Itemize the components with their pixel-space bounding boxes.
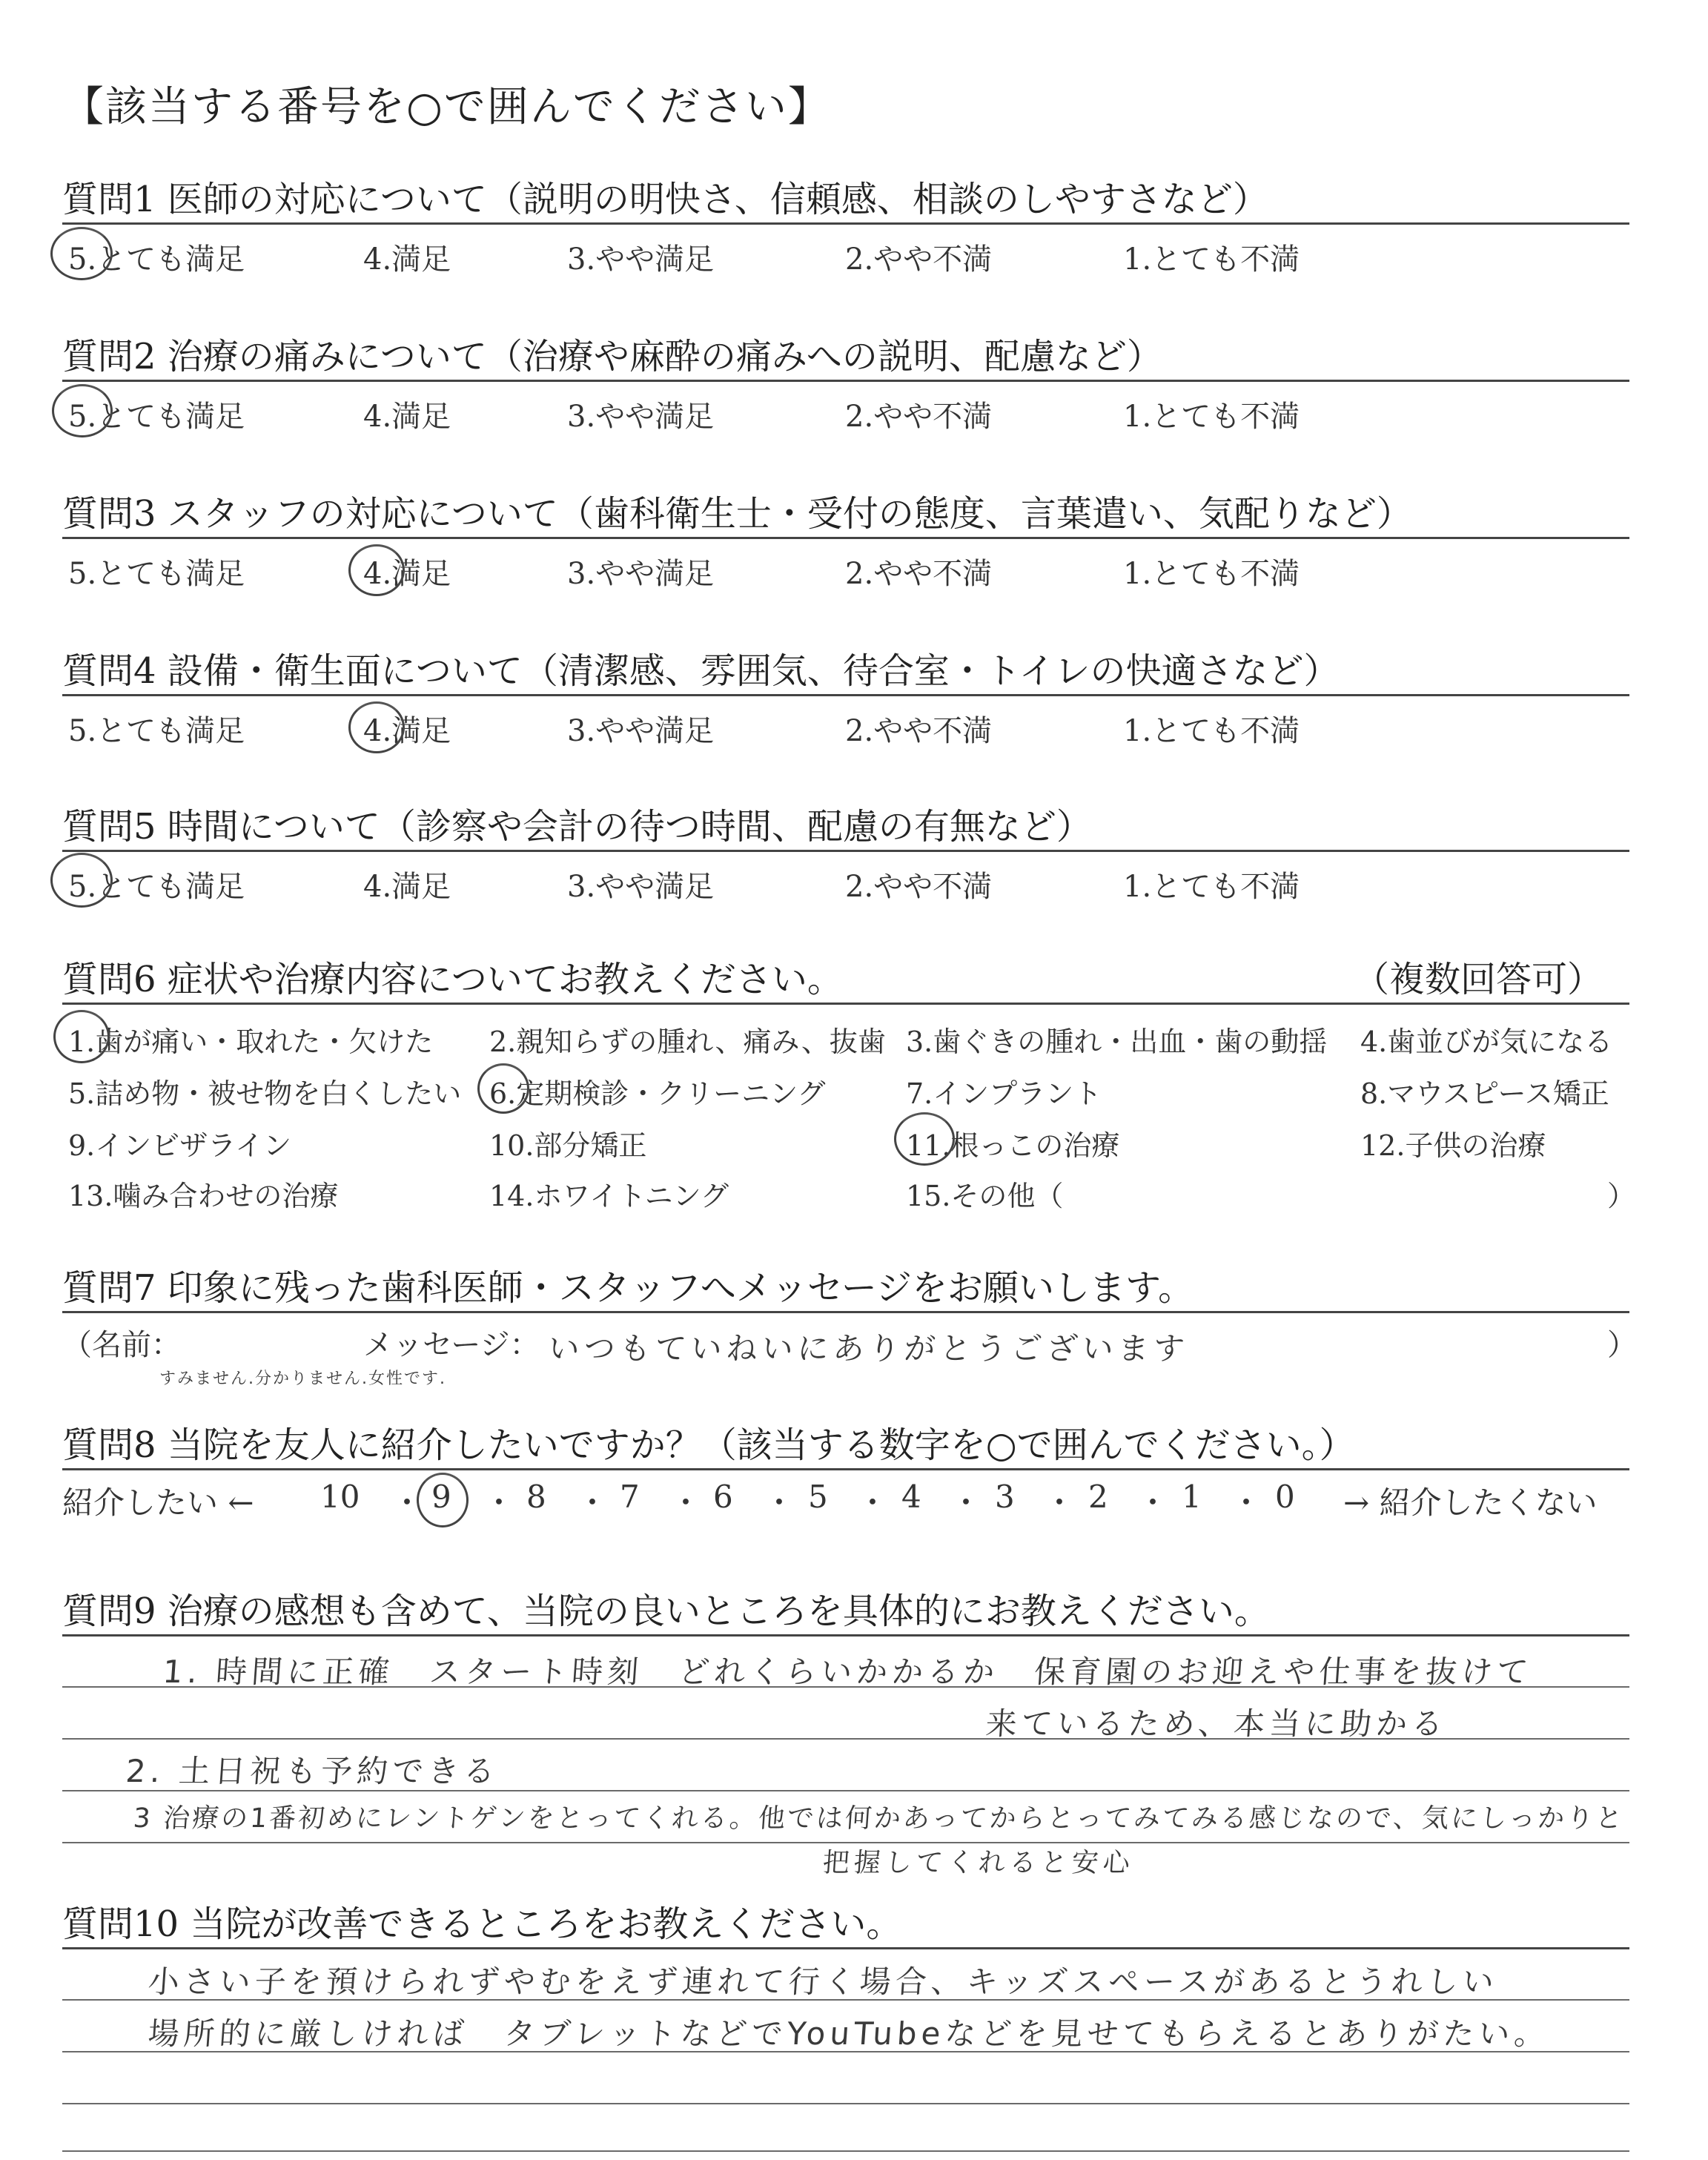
q4-option-5[interactable]: 5.とても満足 bbox=[68, 714, 245, 748]
q3-option-4[interactable]: 4.満足 bbox=[363, 557, 451, 591]
q6-option-9[interactable]: 9.インビザライン bbox=[68, 1129, 292, 1162]
q6-option-1[interactable]: 1.歯が痛い・取れた・欠けた bbox=[68, 1025, 434, 1058]
q1-option-4[interactable]: 4.満足 bbox=[363, 242, 451, 277]
q6-option-5[interactable]: 5.詰め物・被せ物を白くしたい bbox=[68, 1077, 462, 1110]
q10-answer-line-1[interactable]: 小さい子を預けられずやむをえず連れて行く場合、キッズスペースがあるとうれしい bbox=[147, 1964, 1500, 2000]
q10-answer-line bbox=[62, 2103, 1629, 2104]
q8-dot: ・ bbox=[950, 1484, 982, 1521]
q8-scale-2[interactable]: 2 bbox=[1088, 1479, 1108, 1515]
q3-option-3[interactable]: 3.やや満足 bbox=[567, 557, 715, 591]
q1-title: 質問1 医師の対応について（説明の明快さ、信頼感、相談のしやすさなど） bbox=[62, 179, 1268, 220]
q2-option-2[interactable]: 2.やや不満 bbox=[845, 400, 993, 434]
q6-option-4[interactable]: 4.歯並びが気になる bbox=[1360, 1025, 1613, 1058]
q5-option-2[interactable]: 2.やや不満 bbox=[845, 870, 993, 904]
q7-message-text[interactable]: いつもていねいにありがとうございます bbox=[547, 1330, 1191, 1367]
q10-answer-line-2[interactable]: 場所的に厳しければ タブレットなどでYouTubeなどを見せてもらえるとありがたい。 bbox=[147, 2015, 1552, 2052]
q4-option-3[interactable]: 3.やや満足 bbox=[567, 714, 715, 748]
q8-dot: ・ bbox=[857, 1484, 889, 1521]
q2-title: 質問2 治療の痛みについて（治療や麻酔の痛みへの説明、配慮など） bbox=[62, 336, 1162, 377]
q6-option-10[interactable]: 10.部分矯正 bbox=[489, 1129, 647, 1162]
q6-option-13[interactable]: 13.噛み合わせの治療 bbox=[68, 1180, 339, 1212]
q3-selected-circle bbox=[348, 544, 405, 596]
q6-option-3[interactable]: 3.歯ぐきの腫れ・出血・歯の動揺 bbox=[906, 1025, 1328, 1058]
q6-multi-answer-note: （複数回答可） bbox=[1354, 959, 1603, 1000]
q8-right-label: → 紹介したくない bbox=[1343, 1484, 1598, 1521]
q6-title: 質問6 症状や治療内容についてお教えください。 bbox=[62, 959, 843, 1000]
q5-rule bbox=[62, 850, 1629, 852]
q1-option-3[interactable]: 3.やや満足 bbox=[567, 242, 715, 277]
q1-rule bbox=[62, 222, 1629, 225]
q6-option-8[interactable]: 8.マウスピース矯正 bbox=[1360, 1077, 1609, 1110]
q7-rule bbox=[62, 1311, 1629, 1313]
q8-dot: ・ bbox=[764, 1484, 795, 1521]
q6-option-14[interactable]: 14.ホワイトニング bbox=[489, 1180, 729, 1212]
page-title: 【該当する番号を○で囲んでください】 bbox=[62, 83, 831, 131]
q7-name-note[interactable]: すみません.分かりません.女性です. bbox=[159, 1370, 446, 1388]
q1-option-5[interactable]: 5.とても満足 bbox=[68, 242, 245, 277]
q8-scale-3[interactable]: 3 bbox=[995, 1479, 1015, 1515]
q3-option-1[interactable]: 1.とても不満 bbox=[1123, 557, 1300, 591]
q8-left-label: 紹介したい ← bbox=[62, 1484, 254, 1521]
q6-option-12[interactable]: 12.子供の治療 bbox=[1360, 1129, 1546, 1162]
q1-option-1[interactable]: 1.とても不満 bbox=[1123, 242, 1300, 277]
q6-rule bbox=[62, 1003, 1629, 1005]
q8-dot: ・ bbox=[1044, 1484, 1076, 1521]
q6-option-15[interactable]: 15.その他（ bbox=[906, 1180, 1064, 1212]
q7-message-label: メッセージ： bbox=[363, 1328, 540, 1362]
q9-answer-line-5[interactable]: 把握してくれると安心 bbox=[821, 1848, 1136, 1878]
q8-scale-7[interactable]: 7 bbox=[620, 1479, 640, 1515]
q6-option-7[interactable]: 7.インプラント bbox=[906, 1077, 1102, 1110]
q3-rule bbox=[62, 537, 1629, 539]
q8-dot: ・ bbox=[670, 1484, 702, 1521]
q6-selected-circle-6 bbox=[477, 1063, 529, 1114]
q2-rule bbox=[62, 380, 1629, 382]
q9-title: 質問9 治療の感想も含めて、当院の良いところを具体的にお教えください。 bbox=[62, 1591, 1270, 1632]
q9-answer-line-1[interactable]: 1. 時間に正確 スタート時刻 どれくらいかかるか 保育園のお迎えや仕事を抜けて bbox=[162, 1654, 1534, 1690]
q2-option-1[interactable]: 1.とても不満 bbox=[1123, 400, 1300, 434]
q6-other-close: ） bbox=[1607, 1180, 1636, 1212]
q8-dot: ・ bbox=[483, 1484, 515, 1521]
q10-title: 質問10 当院が改善できるところをお教えください。 bbox=[62, 1903, 902, 1945]
q6-selected-circle-1 bbox=[53, 1010, 110, 1063]
q8-dot: ・ bbox=[391, 1484, 423, 1521]
q8-scale-6[interactable]: 6 bbox=[713, 1479, 733, 1515]
q7-close: ） bbox=[1607, 1328, 1637, 1362]
q5-selected-circle bbox=[50, 853, 113, 908]
q6-option-11[interactable]: 11.根っこの治療 bbox=[906, 1129, 1120, 1162]
q10-rule bbox=[62, 1947, 1629, 1949]
q4-selected-circle bbox=[348, 701, 405, 753]
q8-scale-4[interactable]: 4 bbox=[901, 1479, 921, 1515]
q9-answer-line-4[interactable]: 3 治療の1番初めにレントゲンをとってくれる。他では何かあってからとってみてみる感じなので、気にしっかりと bbox=[132, 1803, 1626, 1834]
q3-title: 質問3 スタッフの対応について（歯科衛生士・受付の態度、言葉遣い、気配りなど） bbox=[62, 493, 1412, 535]
q3-option-5[interactable]: 5.とても満足 bbox=[68, 557, 245, 591]
q8-scale-5[interactable]: 5 bbox=[808, 1479, 828, 1515]
q4-option-2[interactable]: 2.やや不満 bbox=[845, 714, 993, 748]
q4-option-4[interactable]: 4.満足 bbox=[363, 714, 451, 748]
q7-title: 質問7 印象に残った歯科医師・スタッフへメッセージをお願いします。 bbox=[62, 1267, 1194, 1309]
q8-scale-9[interactable]: 9 bbox=[431, 1479, 451, 1515]
q6-option-2[interactable]: 2.親知らずの腫れ、痛み、抜歯 bbox=[489, 1025, 886, 1058]
q5-title: 質問5 時間について（診察や会計の待つ時間、配慮の有無など） bbox=[62, 806, 1092, 848]
q6-selected-circle-11 bbox=[894, 1112, 955, 1166]
q8-dot: ・ bbox=[577, 1484, 609, 1521]
q8-dot: ・ bbox=[1137, 1484, 1169, 1521]
q8-title: 質問8 当院を友人に紹介したいですか？（該当する数字を○で囲んでください。） bbox=[62, 1424, 1355, 1466]
q8-dot: ・ bbox=[1231, 1484, 1262, 1521]
q5-option-4[interactable]: 4.満足 bbox=[363, 870, 451, 904]
q5-option-1[interactable]: 1.とても不満 bbox=[1123, 870, 1300, 904]
q1-option-2[interactable]: 2.やや不満 bbox=[845, 242, 993, 277]
q8-scale-0[interactable]: 0 bbox=[1275, 1479, 1295, 1515]
q2-option-3[interactable]: 3.やや満足 bbox=[567, 400, 715, 434]
q2-selected-circle bbox=[52, 384, 113, 437]
q8-scale-1[interactable]: 1 bbox=[1182, 1479, 1202, 1515]
q6-option-6[interactable]: 6.定期検診・クリーニング bbox=[489, 1077, 826, 1110]
q2-option-4[interactable]: 4.満足 bbox=[363, 400, 451, 434]
q7-name-label: （名前： bbox=[62, 1328, 181, 1362]
q5-option-5[interactable]: 5.とても満足 bbox=[68, 870, 245, 904]
q8-scale-8[interactable]: 8 bbox=[526, 1479, 546, 1515]
q4-title: 質問4 設備・衛生面について（清潔感、雰囲気、待合室・トイレの快適さなど） bbox=[62, 650, 1340, 692]
q8-rule bbox=[62, 1468, 1629, 1470]
q3-option-2[interactable]: 2.やや不満 bbox=[845, 557, 993, 591]
q8-selected-circle bbox=[417, 1473, 469, 1527]
q4-option-1[interactable]: 1.とても不満 bbox=[1123, 714, 1300, 748]
q5-option-3[interactable]: 3.やや満足 bbox=[567, 870, 715, 904]
q2-option-5[interactable]: 5.とても満足 bbox=[68, 400, 245, 434]
q1-selected-circle bbox=[50, 227, 113, 280]
q9-answer-line-2[interactable]: 来ているため、本当に助かる bbox=[984, 1705, 1449, 1742]
q9-rule bbox=[62, 1634, 1629, 1636]
q4-rule bbox=[62, 694, 1629, 696]
q9-answer-line-3[interactable]: 2. 土日祝も予約できる bbox=[125, 1753, 500, 1789]
q10-answer-line bbox=[62, 2150, 1629, 2152]
q8-scale-10[interactable]: 10 bbox=[320, 1479, 360, 1515]
